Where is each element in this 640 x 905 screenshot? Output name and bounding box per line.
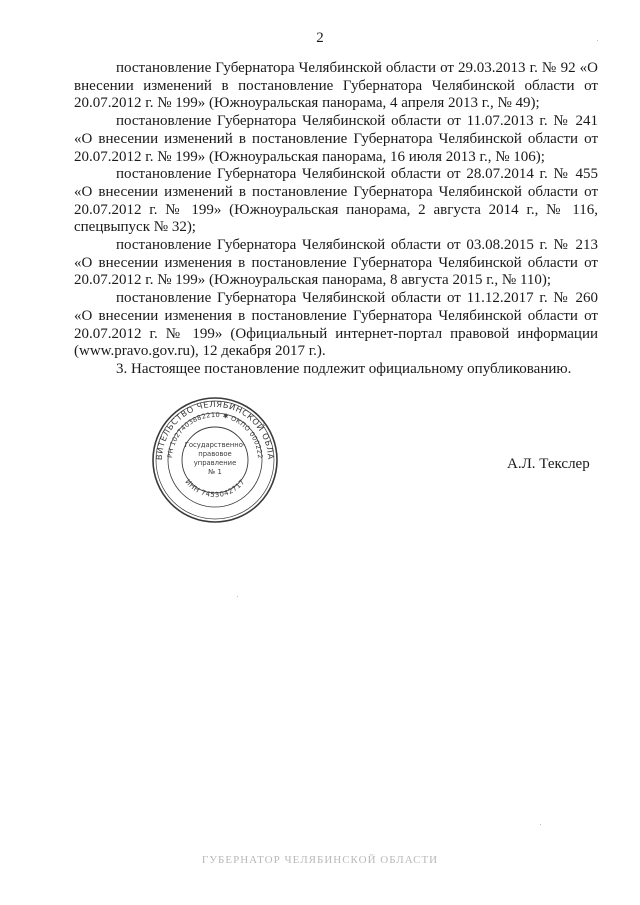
document-body (74, 60, 598, 379)
stamp-seal-icon (150, 395, 280, 525)
paragraph-resolution-2013-241: постановление Губернатора Челябинской области от 11.07.2013 г. № 241 «О внесении изменений в постановление Губернатора Челябинской области от 20.07.2012 г. № 199» (Южноуральская панорама, 16 июля 2013 г., № 106); (74, 113, 598, 165)
official-stamp (150, 395, 280, 525)
stamp-inner-ring-text: РН 1027403882210 ✱ ОКПО 000222 (166, 410, 265, 460)
page-number: 2 (316, 30, 324, 46)
paragraph-resolution-2015-213: постановление Губернатора Челябинской области от 03.08.2015 г. № 213 «О внесении изменения в постановление Губернатора Челябинской области от 20.07.2012 г. № 199» (Южноуральская панорама, 8 августа 2015 г., № 110); (74, 237, 598, 289)
paragraph-resolution-2014-455: постановление Губернатора Челябинской области от 28.07.2014 г. № 455 «О внесении изменений в постановление Губернатора Челябинской области от 20.07.2012 г. № 199» (Южноуральская панорама, 2 августа 2014 г., № 116, спецвыпуск № 32); (74, 166, 598, 236)
stamp-center-line-3: управление (193, 459, 237, 467)
stamp-center-line-1: Государственно- (184, 441, 246, 449)
scan-speck (597, 40, 598, 41)
paragraph-resolution-2017-260: постановление Губернатора Челябинской области от 11.12.2017 г. № 260 «О внесении изменения в постановление Губернатора Челябинской области от 20.07.2012 г. № 199» (Официальный интернет-портал правовой информации (www.pravo.gov.ru), 12 декабря 2017 г.). (74, 290, 598, 360)
signatory-name: А.Л. Текслер (507, 456, 590, 472)
footer-letterhead: ГУБЕРНАТОР ЧЕЛЯБИНСКОЙ ОБЛАСТИ (201, 854, 439, 866)
stamp-center-line-4: № 1 (208, 468, 222, 476)
stamp-center-line-2: правовое (198, 450, 232, 458)
stamp-outer-ring-text: ВИТЕЛЬСТВО ЧЕЛЯБИНСКОЙ ОБЛА (153, 398, 277, 461)
scan-speck (237, 596, 238, 597)
scan-speck (540, 824, 541, 825)
paragraph-resolution-2013-92: постановление Губернатора Челябинской области от 29.03.2013 г. № 92 «О внесении изменений в постановление Губернатора Челябинской области от 20.07.2012 г. № 199» (Южноуральская панорама, 4 апреля 2013 г., № 49); (74, 60, 598, 112)
paragraph-publication-clause: 3. Настоящее постановление подлежит официальному опубликованию. (116, 360, 572, 377)
stamp-inn-text: ИНН 7453042717 (183, 477, 247, 500)
